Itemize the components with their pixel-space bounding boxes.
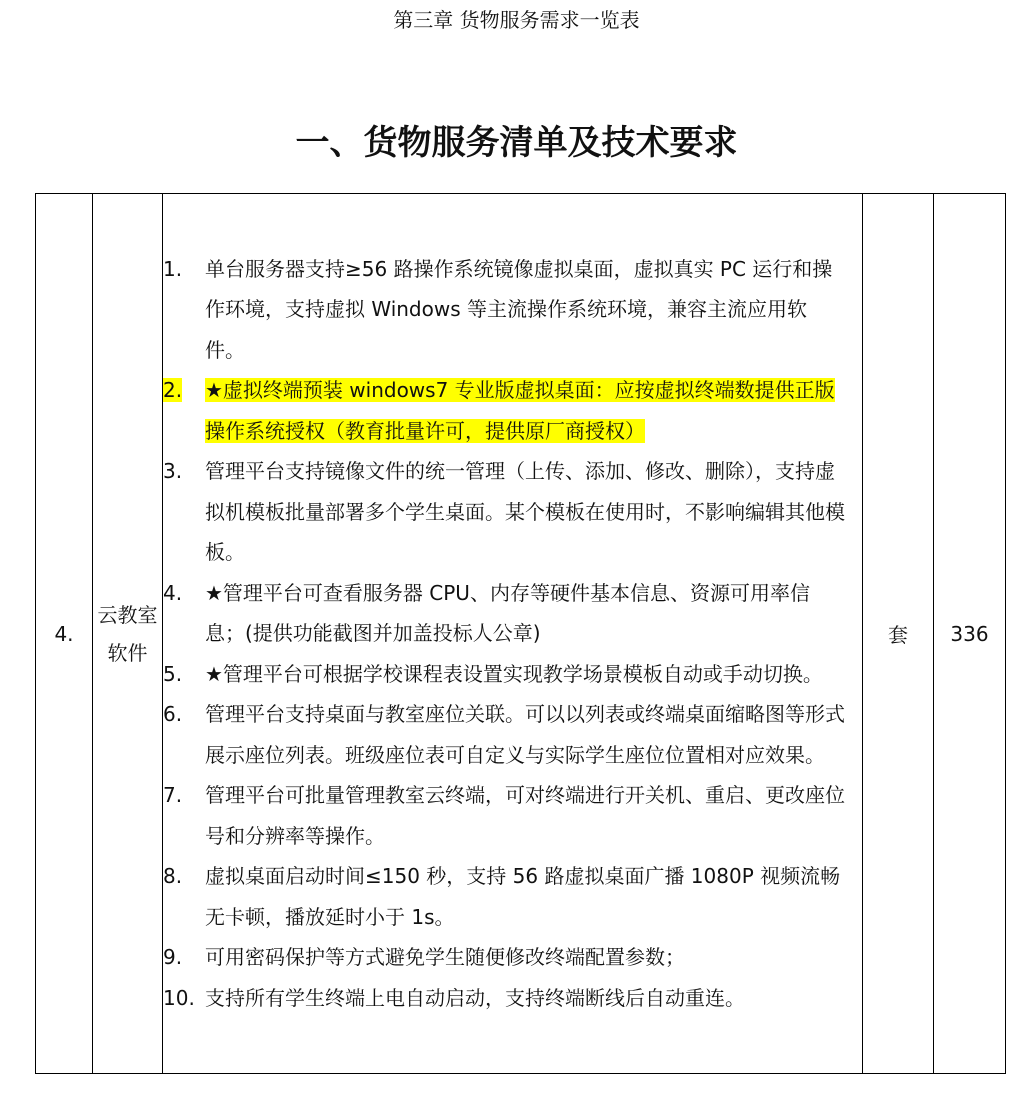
spec-text: ★管理平台可查看服务器 CPU、内存等硬件基本信息、资源可用率信息；(提供功能截图并加盖投标人公章) bbox=[205, 580, 810, 646]
spec-item bbox=[163, 856, 862, 937]
spec-number: 6. bbox=[163, 702, 183, 727]
quantity: 336 bbox=[950, 621, 989, 646]
item-number-cell bbox=[36, 194, 93, 1074]
spec-item bbox=[163, 249, 862, 371]
spec-text: 管理平台支持镜像文件的统一管理（上传、添加、修改、删除），支持虚拟机模板批量部署多个学生桌面。某个模板在使用时，不影响编辑其他模板。 bbox=[205, 459, 845, 565]
spec-text: 可用密码保护等方式避免学生随便修改终端配置参数； bbox=[205, 945, 685, 970]
chapter-header: 第三章 货物服务需求一览表 bbox=[393, 8, 640, 32]
spec-cell bbox=[163, 194, 863, 1074]
spec-item bbox=[163, 573, 862, 654]
spec-item bbox=[163, 937, 862, 978]
spec-list bbox=[163, 249, 862, 1019]
spec-text: 单台服务器支持≥56 路操作系统镜像虚拟桌面，虚拟真实 PC 运行和操作环境，支持虚拟 Windows 等主流操作系统环境，兼容主流应用软件。 bbox=[205, 256, 833, 362]
spec-number: 5. bbox=[163, 661, 183, 686]
spec-number: 1. bbox=[163, 256, 183, 281]
spec-item bbox=[163, 978, 862, 1019]
spec-text: 管理平台可批量管理教室云终端，可对终端进行开关机、重启、更改座位号和分辨率等操作。 bbox=[205, 783, 845, 848]
section-title: 一、货物服务清单及技术要求 bbox=[295, 123, 738, 163]
spec-item bbox=[163, 694, 862, 775]
quantity-cell bbox=[934, 194, 1006, 1074]
item-number: 4. bbox=[54, 621, 74, 646]
spec-item bbox=[163, 654, 862, 695]
spec-text: 管理平台支持桌面与教室座位关联。可以以列表或终端桌面缩略图等形式展示座位列表。班级座位表可自定义与实际学生座位位置相对应效果。 bbox=[205, 702, 845, 767]
spec-number: 8. bbox=[163, 864, 183, 889]
spec-item-highlighted bbox=[163, 370, 862, 451]
table-row bbox=[36, 194, 1006, 1074]
spec-number: 7. bbox=[163, 783, 183, 808]
spec-text: ★管理平台可根据学校课程表设置实现教学场景模板自动或手动切换。 bbox=[205, 661, 823, 686]
spec-text: 支持所有学生终端上电自动启动，支持终端断线后自动重连。 bbox=[205, 985, 745, 1010]
spec-number: 3. bbox=[163, 459, 183, 484]
spec-text: 虚拟桌面启动时间≤150 秒，支持 56 路虚拟桌面广播 1080P 视频流畅无卡顿，播放延时小于 1s。 bbox=[205, 864, 841, 929]
spec-number: 10. bbox=[163, 985, 195, 1010]
spec-number: 9. bbox=[163, 945, 183, 970]
unit: 套 bbox=[888, 623, 908, 647]
item-name-cell bbox=[93, 194, 163, 1074]
spec-number: 2. bbox=[163, 378, 183, 403]
unit-cell bbox=[863, 194, 934, 1074]
requirements-table bbox=[35, 193, 1006, 1074]
item-name: 云教室软件 bbox=[97, 602, 158, 665]
spec-item bbox=[163, 451, 862, 573]
spec-text: ★虚拟终端预装 windows7 专业版虚拟桌面：应按虚拟终端数提供正版操作系统授权（教育批量许可，提供原厂商授权） bbox=[205, 378, 835, 443]
spec-item bbox=[163, 775, 862, 856]
spec-number: 4. bbox=[163, 580, 183, 605]
